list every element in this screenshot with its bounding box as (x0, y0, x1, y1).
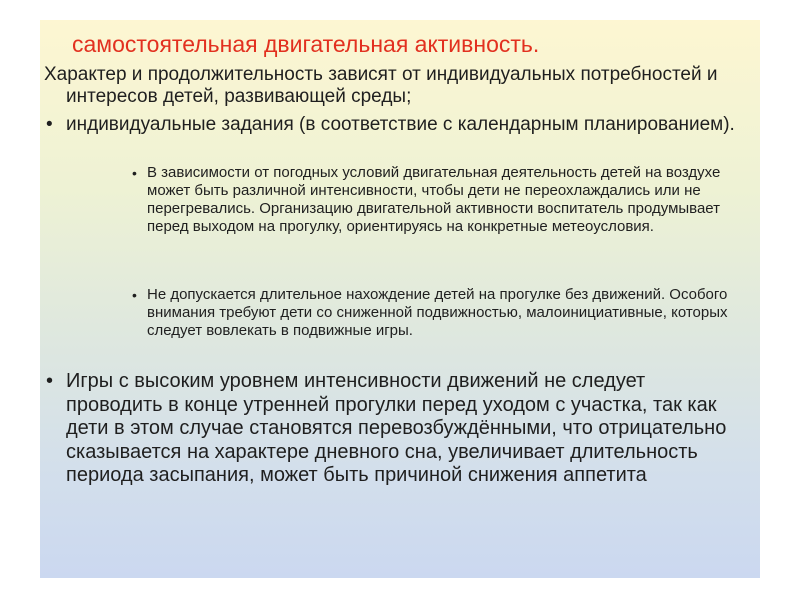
subbullet-no-idle (132, 286, 752, 340)
bullet-text: Игры с высоким уровнем интенсивности движений не следует проводить в конце утренней прогулки перед уходом с участка, так как дети в этом случае становятся перевозбуждёнными, что отрицательно сказывается на характере дневного сна, увеличивает длительность периода засыпания, может быть причиной снижения аппетита (66, 370, 727, 486)
slide (40, 20, 760, 578)
bullet-dot: • (46, 114, 53, 135)
subbullet-text: В зависимости от погодных условий двигательная деятельность детей на воздухе может быть различной интенсивности, чтобы дети не переохлаждались или не перегревались. Организацию двигательной активности воспитатель продумывает перед выходом на прогулку, ориентируясь на конкретные метеоусловия. (147, 164, 721, 235)
bullet-text: индивидуальные задания (в соответствие с календарным планированием). (66, 114, 735, 135)
subbullet-dot: • (132, 287, 137, 303)
intro-paragraph: Характер и продолжительность зависят от индивидуальных потребностей и интересов детей, развивающей среды; (44, 64, 718, 107)
subbullet-dot: • (132, 165, 137, 181)
subbullet-text: Не допускается длительное нахождение детей на прогулке без движений. Особого внимания требуют дети со сниженной подвижностью, малоинициативные, которых следует вовлекать в подвижные игры. (147, 286, 728, 339)
bullet-high-intensity-games (46, 370, 746, 488)
bullet-individual-tasks (46, 114, 746, 136)
slide-title: самостоятельная двигательная активность. (72, 31, 540, 57)
bullet-dot: • (46, 370, 54, 392)
subbullet-weather (132, 164, 752, 236)
